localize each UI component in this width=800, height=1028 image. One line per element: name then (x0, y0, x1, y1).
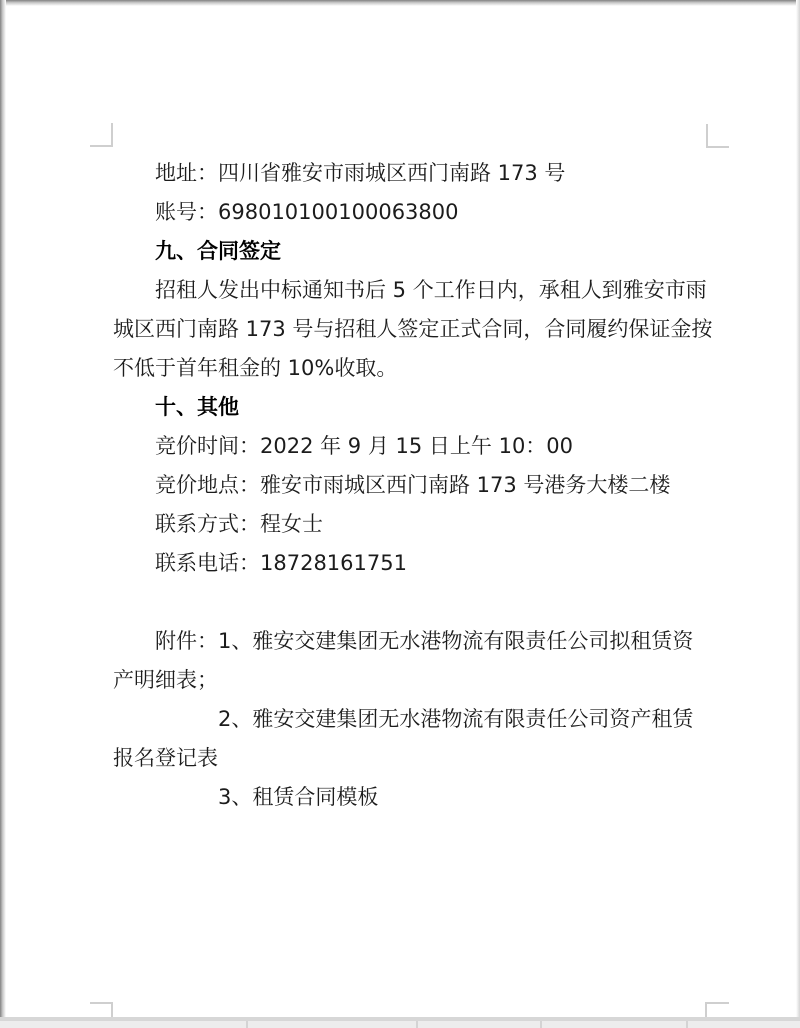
page-edge-shadow-right (796, 0, 800, 1028)
document-line: 2、雅安交建集团无水港物流有限责任公司资产租赁 (218, 707, 694, 731)
page-edge-shadow-top (0, 0, 800, 6)
next-page-edge-mark (686, 1021, 688, 1028)
document-text (113, 147, 713, 817)
next-page-edge-mark (416, 1021, 418, 1028)
document-line: 竞价时间：2022 年 9 月 15 日上午 10：00 (155, 434, 574, 458)
next-page-edge-mark (246, 1021, 248, 1028)
document-line: 九、合同签定 (155, 239, 281, 263)
page-edge-shadow-left (0, 0, 6, 1028)
document-line: 地址：四川省雅安市雨城区西门南路 173 号 (155, 161, 566, 185)
document-line: 附件：1、雅安交建集团无水港物流有限责任公司拟租赁资 (155, 629, 694, 653)
page-gap (0, 1021, 800, 1028)
margin-crop-mark-top-right (706, 124, 729, 148)
document-line: 产明细表； (113, 668, 218, 692)
blank-line (113, 583, 713, 622)
next-page-edge-mark (540, 1021, 542, 1028)
document-line: 城区西门南路 173 号与招租人签定正式合同，合同履约保证金按 (113, 317, 713, 341)
margin-crop-mark-top-left (90, 123, 113, 147)
document-line: 3、租赁合同模板 (218, 785, 379, 809)
document-line: 报名登记表 (113, 746, 218, 770)
document-line: 竞价地点：雅安市雨城区西门南路 173 号港务大楼二楼 (155, 473, 671, 497)
document-line: 十、其他 (155, 395, 239, 419)
document-line: 招租人发出中标通知书后 5 个工作日内，承租人到雅安市雨 (155, 278, 707, 302)
document-line: 不低于首年租金的 10%收取。 (113, 356, 398, 380)
document-line: 联系方式：程女士 (155, 512, 323, 536)
document-line: 账号：698010100100063800 (155, 200, 459, 224)
document-line: 联系电话：18728161751 (155, 551, 407, 575)
